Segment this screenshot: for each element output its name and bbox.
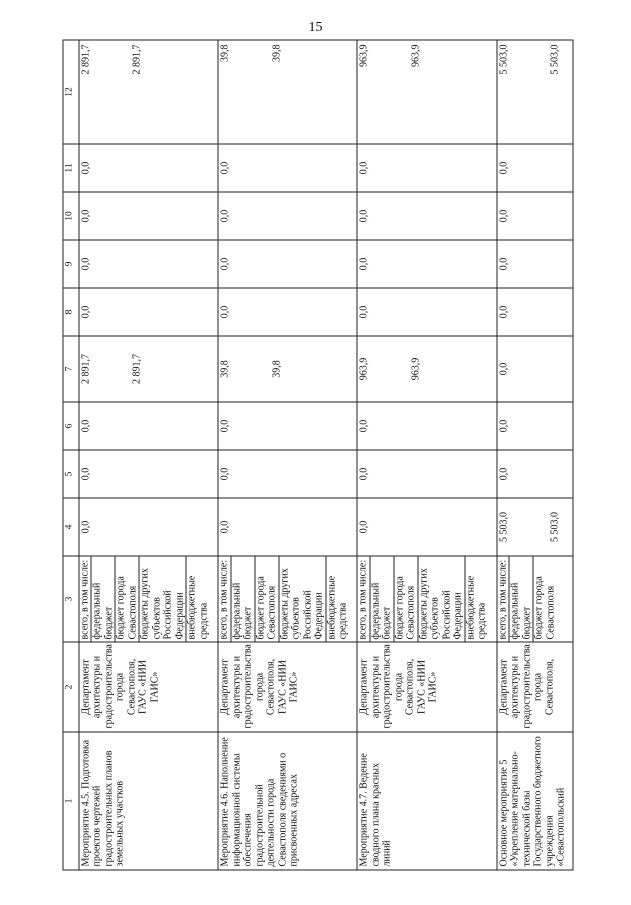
amount-cell (79, 498, 218, 556)
total-value: 0,0 (498, 161, 510, 175)
total-value: 0,0 (358, 209, 370, 223)
funding-source: федеральный бюджет (510, 557, 534, 642)
amount-cell (357, 498, 496, 556)
total-value: 0,0 (219, 209, 231, 223)
activity-name: Мероприятие 4.6. Наполнение информационной системы обеспечения градостроительной деятельности города Севастополя сведениями о присвоенных адресах (218, 732, 357, 870)
city-budget-value: 2 891,7 (131, 354, 143, 384)
total-value: 39,8 (219, 44, 231, 62)
amount-cell (357, 450, 496, 498)
total-value: 0,0 (219, 467, 231, 481)
total-value: 0,0 (498, 362, 510, 376)
total-value: 0,0 (80, 305, 92, 319)
funding-source: федеральный бюджет (92, 557, 116, 642)
table-row (497, 40, 573, 870)
column-header-1: 1 (63, 732, 79, 870)
amount-cell (79, 450, 218, 498)
amount-cell (218, 402, 357, 450)
amount-cell (357, 336, 496, 402)
city-budget-value: 2 891,7 (131, 44, 143, 75)
amount-cell (497, 288, 573, 336)
amount-cell (497, 144, 573, 192)
total-value: 0,0 (80, 161, 92, 175)
column-header-3: 3 (63, 556, 79, 642)
amount-cell (218, 336, 357, 402)
column-header-9: 9 (63, 240, 79, 288)
amount-cell (497, 240, 573, 288)
amount-cell (357, 402, 496, 450)
total-value: 0,0 (358, 520, 370, 534)
amount-cell (357, 40, 496, 144)
amount-cell (79, 40, 218, 144)
financing-table (63, 40, 574, 871)
total-value: 0,0 (358, 419, 370, 433)
amount-cell (357, 192, 496, 240)
total-value: 0,0 (498, 209, 510, 223)
city-budget-value: 5 503,0 (549, 44, 561, 75)
total-value: 0,0 (358, 305, 370, 319)
executor: Департамент архитектуры и градостроительства города Севастополя, ГАУС «НИИ ГАИС» (79, 642, 218, 732)
funding-source: бюджеты других субъектов Российской Федерации (279, 557, 326, 642)
funding-source: бюджет города Севастополя (394, 557, 418, 642)
city-budget-value: 39,8 (271, 360, 283, 378)
total-value: 0,0 (498, 305, 510, 319)
table-row (79, 40, 218, 870)
funding-source: внебюджетные средства (465, 575, 488, 640)
column-header-7: 7 (63, 336, 79, 402)
page-number: 15 (308, 20, 323, 35)
total-value: 5 503,0 (498, 512, 510, 542)
funding-source: внебюджетные средства (326, 575, 349, 640)
funding-source: бюджеты других субъектов Российской Федерации (140, 557, 187, 642)
funding-source: федеральный бюджет (231, 557, 255, 642)
total-value: 0,0 (219, 161, 231, 175)
amount-cell (497, 192, 573, 240)
city-budget-value: 963,9 (410, 44, 422, 67)
total-value: 0,0 (219, 257, 231, 271)
amount-cell (497, 336, 573, 402)
amount-cell (79, 240, 218, 288)
funding-sources (79, 556, 218, 642)
column-header-11: 11 (63, 144, 79, 192)
city-budget-value: 39,8 (271, 44, 283, 62)
total-value: 0,0 (358, 161, 370, 175)
amount-cell (79, 144, 218, 192)
funding-source: бюджет города Севастополя (116, 557, 140, 642)
executor: Департамент архитектуры и градостроительства города Севастополя, ГАУС «НИИ ГАИС» (357, 642, 496, 732)
city-budget-value: 5 503,0 (549, 512, 561, 542)
total-value: 0,0 (80, 419, 92, 433)
total-value: 2 891,7 (80, 354, 92, 384)
amount-cell (79, 192, 218, 240)
amount-cell (218, 450, 357, 498)
amount-cell (497, 450, 573, 498)
amount-cell (218, 144, 357, 192)
funding-source: федеральный бюджет (370, 557, 394, 642)
total-value: 5 503,0 (498, 44, 510, 75)
funding-source: всего, в том числе: (79, 557, 92, 642)
header-row (63, 40, 79, 870)
amount-cell (497, 498, 573, 556)
amount-cell (497, 402, 573, 450)
funding-sources (357, 556, 496, 642)
total-value: 39,8 (219, 360, 231, 378)
column-header-10: 10 (63, 192, 79, 240)
funding-sources (218, 556, 357, 642)
total-value: 0,0 (80, 520, 92, 534)
amount-cell (79, 402, 218, 450)
column-header-5: 5 (63, 450, 79, 498)
amount-cell (218, 40, 357, 144)
activity-name: Основное мероприятие 5 «Укрепление материально-технической базы Государственного бюджетного учреждения «Севастопольский (497, 732, 573, 870)
financing-table-sheet (63, 41, 574, 871)
executor: Департамент архитектуры и градостроительства города Севастополя, ГАУС «НИИ ГАИС» (218, 642, 357, 732)
table-row (218, 40, 357, 870)
column-header-2: 2 (63, 642, 79, 732)
total-value: 0,0 (219, 419, 231, 433)
total-value: 2 891,7 (80, 44, 92, 75)
total-value: 0,0 (80, 209, 92, 223)
funding-source: бюджет города Севастополя (533, 576, 557, 640)
column-header-6: 6 (63, 402, 79, 450)
total-value: 0,0 (498, 257, 510, 271)
funding-source: всего, в том числе: (219, 557, 232, 642)
total-value: 0,0 (80, 467, 92, 481)
amount-cell (79, 288, 218, 336)
amount-cell (218, 192, 357, 240)
activity-name: Мероприятие 4.7. Ведение сводного плана красных линий (357, 732, 496, 870)
total-value: 0,0 (358, 257, 370, 271)
funding-sources (497, 556, 573, 642)
amount-cell (218, 288, 357, 336)
table-row (357, 40, 496, 870)
amount-cell (497, 40, 573, 144)
column-header-8: 8 (63, 288, 79, 336)
total-value: 963,9 (358, 357, 370, 381)
amount-cell (79, 336, 218, 402)
funding-source: внебюджетные средства (186, 575, 210, 640)
executor: Департамент архитектуры и градостроительства города Севастополя, (497, 642, 573, 732)
funding-source: бюджет города Севастополя (255, 557, 279, 642)
activity-name: Мероприятие 4.5. Подготовка проектов чертежей градостроительных планов земельных участков (79, 732, 218, 870)
amount-cell (218, 240, 357, 288)
total-value: 0,0 (219, 305, 231, 319)
total-value: 0,0 (219, 520, 231, 534)
amount-cell (357, 288, 496, 336)
total-value: 0,0 (80, 257, 92, 271)
amount-cell (357, 144, 496, 192)
city-budget-value: 963,9 (410, 357, 422, 381)
total-value: 0,0 (358, 467, 370, 481)
funding-source: бюджеты других субъектов Российской Федерации (418, 557, 465, 642)
amount-cell (218, 498, 357, 556)
funding-source: всего, в том числе: (497, 557, 510, 642)
total-value: 0,0 (498, 419, 510, 433)
column-header-12: 12 (63, 40, 79, 144)
amount-cell (357, 240, 496, 288)
column-header-4: 4 (63, 498, 79, 556)
total-value: 0,0 (498, 467, 510, 481)
funding-source: всего, в том числе: (358, 557, 371, 642)
total-value: 963,9 (358, 44, 370, 67)
